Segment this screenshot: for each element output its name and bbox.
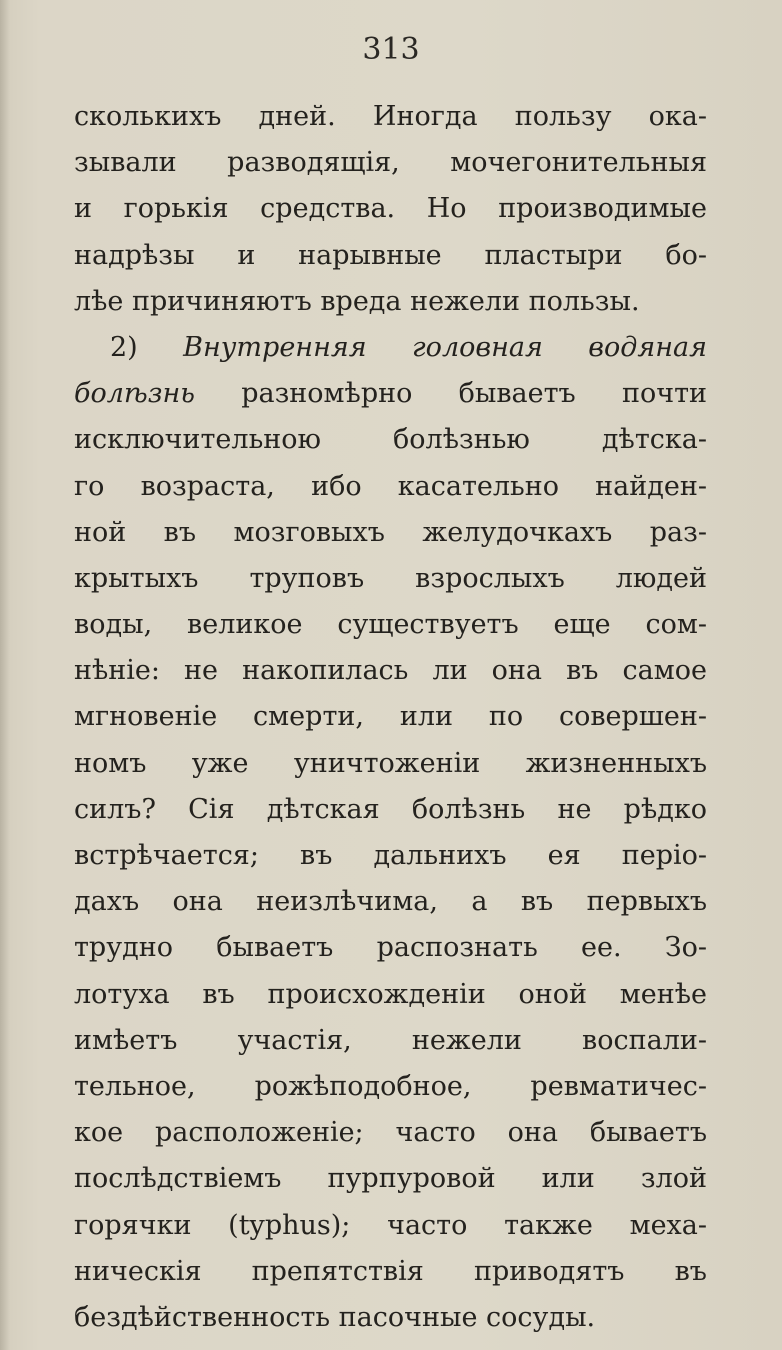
italic-text: болѣзнь	[74, 378, 195, 410]
text-line	[74, 1203, 707, 1249]
text-line	[74, 1110, 707, 1156]
text-run: встрѣчается; въ дальнихъ ея періо-	[74, 840, 707, 871]
text-run: воды, великое существуетъ еще сом-	[74, 609, 707, 641]
italic-text: Внутренняя головная водяная	[183, 331, 707, 363]
text-run: исключительною болѣзнью дѣтска-	[74, 424, 707, 456]
text-line	[74, 602, 707, 648]
text-run: 2)	[110, 331, 184, 363]
text-run: зывали разводящія, мочегонительныя	[74, 147, 707, 179]
text-run: нѣніе: не накопилась ли она въ самое	[74, 655, 707, 687]
text-line	[74, 371, 707, 417]
text-line	[74, 787, 707, 833]
text-line	[74, 925, 707, 971]
text-line	[74, 417, 707, 463]
text-line	[74, 1156, 707, 1202]
text-run: послѣдствіемъ пурпуровой или злой	[74, 1163, 707, 1195]
text-run: имѣетъ участія, нежели воспали-	[74, 1024, 707, 1056]
text-line	[74, 510, 707, 556]
text-run: лѣе причиняютъ вреда нежели пользы.	[74, 285, 640, 317]
text-line	[74, 279, 707, 325]
text-run: кое расположеніе; часто она бываетъ	[74, 1117, 707, 1149]
text-run: и горькія средства. Но производимые	[74, 193, 707, 225]
text-run: силъ? Сія дѣтская болѣзнь не рѣдко	[74, 793, 707, 825]
text-run: тельное, рожѣподобное, ревматичес-	[74, 1070, 707, 1102]
text-line	[74, 140, 707, 186]
text-line	[74, 94, 707, 140]
text-run: ной въ мозговыхъ желудочкахъ раз-	[74, 516, 707, 548]
text-line	[74, 694, 707, 740]
text-line	[74, 186, 707, 232]
text-line	[74, 648, 707, 694]
text-run: го возраста, ибо касательно найден-	[74, 470, 707, 502]
text-line	[74, 833, 707, 879]
page-number: 313	[362, 32, 420, 67]
text-run: трудно бываетъ распознать ее. Зо-	[74, 932, 707, 964]
text-run: ническія препятствія приводятъ въ	[74, 1255, 707, 1287]
text-line	[74, 879, 707, 925]
text-line	[74, 1295, 707, 1341]
text-line	[74, 325, 707, 371]
text-run: номъ уже уничтоженіи жизненныхъ	[74, 747, 707, 779]
text-run: дахъ она неизлѣчима, а въ первыхъ	[74, 886, 707, 918]
text-line	[74, 972, 707, 1018]
body-text	[74, 94, 707, 1341]
text-run: мгновеніе смерти, или по совершен-	[74, 701, 707, 733]
text-line	[74, 233, 707, 279]
text-run: крытыхъ труповъ взрослыхъ людей	[74, 562, 707, 594]
text-run: лотуха въ происхожденіи оной менѣе	[74, 978, 707, 1010]
text-line	[74, 741, 707, 787]
text-line	[74, 464, 707, 510]
text-run: надрѣзы и нарывные пластыри бо-	[74, 239, 707, 271]
text-line	[74, 1249, 707, 1295]
text-run: сколькихъ дней. Иногда пользу ока-	[74, 101, 707, 132]
text-line	[74, 1064, 707, 1110]
text-line	[74, 556, 707, 602]
text-run: бездѣйственность пасочные сосуды.	[74, 1301, 596, 1333]
text-line	[74, 1018, 707, 1064]
text-run: разномѣрно бываетъ почти	[194, 378, 707, 410]
text-run: горячки (typhus); часто также меха-	[74, 1209, 707, 1241]
